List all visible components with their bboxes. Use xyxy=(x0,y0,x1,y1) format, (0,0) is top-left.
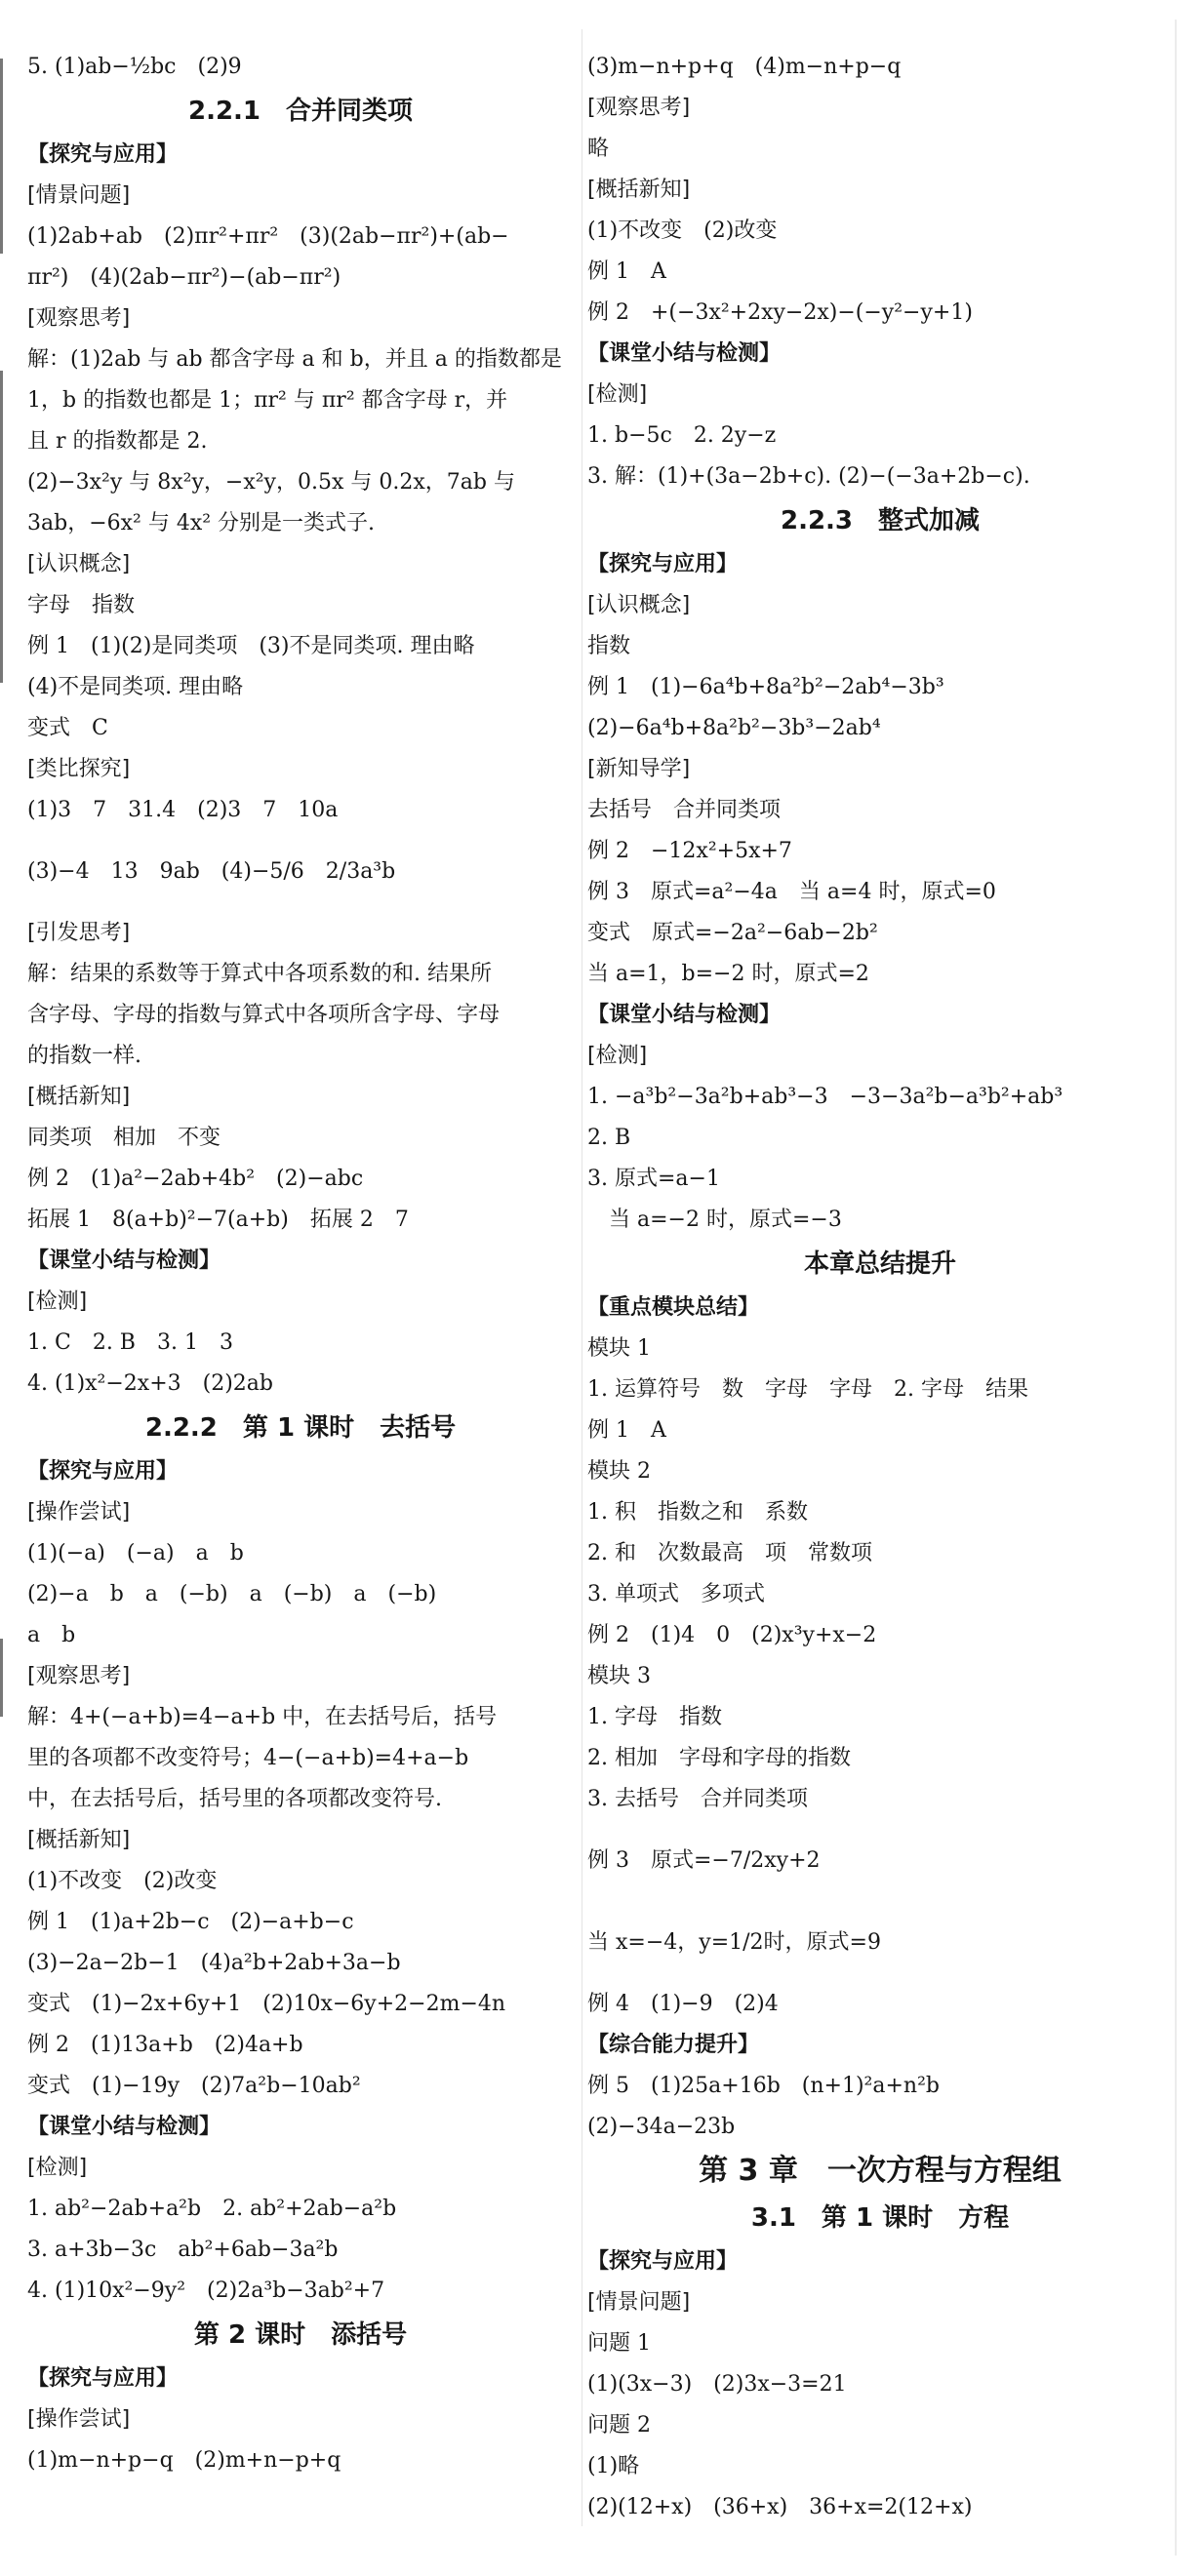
subsection-heading: [操作尝试] xyxy=(27,1500,131,1525)
answer-line: 3ab，−6x² 与 4x² 分别是一类式子. xyxy=(27,511,376,535)
answer-line: (3)m−n+p+q (4)m−n+p−q xyxy=(587,55,902,79)
answer-line: 例 5 (1)25a+16b (n+1)²a+n²b xyxy=(587,2074,940,2098)
subsection-heading: [引发思考] xyxy=(27,921,131,945)
subsection-heading: [检测] xyxy=(27,2156,88,2180)
subsection-heading: [检测] xyxy=(587,382,648,407)
answer-line: 解：4+(−a+b)=4−a+b 中，在去括号后，括号 xyxy=(27,1705,498,1729)
answer-line: 例 3 原式=a²−4a 当 a=4 时，原式=0 xyxy=(587,880,996,904)
answer-line: 1. b−5c 2. 2y−z xyxy=(587,423,777,448)
answer-line: 1. ab²−2ab+a²b 2. ab²+2ab−a²b xyxy=(27,2197,397,2221)
answer-line: 例 2 (1)13a+b (2)4a+b xyxy=(27,2033,303,2057)
answer-line: 变式 C xyxy=(27,716,108,740)
section-heading: 【综合能力提升】 xyxy=(587,2033,760,2057)
answer-line: 变式 原式=−2a²−6ab−2b² xyxy=(587,921,878,945)
answer-line: 例 2 (1)4 0 (2)x³y+x−2 xyxy=(587,1623,877,1647)
answer-line-fraction: 当 x=−4，y=1/2时，原式=9 xyxy=(587,1930,881,1955)
answer-line: 例 4 (1)−9 (2)4 xyxy=(587,1992,779,2016)
answer-line: a b xyxy=(27,1623,76,1647)
section-title: 3.1 第 1 课时 方程 xyxy=(750,2203,1010,2233)
answer-line: 例 2 (1)a²−2ab+4b² (2)−abc xyxy=(27,1167,364,1191)
answer-line: 2. 相加 字母和字母的指数 xyxy=(587,1746,851,1770)
answer-line: 3. a+3b−3c ab²+6ab−3a²b xyxy=(27,2238,339,2262)
subsection-heading: [情景问题] xyxy=(27,183,131,208)
subsection-heading: [观察思考] xyxy=(587,96,691,120)
answer-line: 同类项 相加 不变 xyxy=(27,1126,221,1150)
answer-line: 去括号 合并同类项 xyxy=(587,798,782,822)
answer-line: 例 1 A xyxy=(587,259,666,284)
answer-line: 模块 1 xyxy=(587,1336,651,1361)
subsection-heading: [操作尝试] xyxy=(27,2407,131,2432)
answer-line: (2)−34a−23b xyxy=(587,2115,736,2139)
answer-line: (2)−3x²y 与 8x²y，−x²y，0.5x 与 0.2x，7ab 与 xyxy=(27,470,515,495)
answer-line: (2)−6a⁴b+8a²b²−3b³−2ab⁴ xyxy=(587,716,881,740)
answer-line: 例 2 +(−3x²+2xy−2x)−(−y²−y+1) xyxy=(587,300,973,325)
answer-line: 含字母、字母的指数与算式中各项所含字母、字母 xyxy=(27,1003,501,1027)
answer-line: 3. 单项式 多项式 xyxy=(587,1582,765,1606)
chapter-title: 第 3 章 一次方程与方程组 xyxy=(699,2154,1062,2188)
section-heading: 【探究与应用】 xyxy=(587,2249,739,2274)
section-heading: 【重点模块总结】 xyxy=(587,1295,760,1320)
answer-line: 指数 xyxy=(587,634,631,658)
section-heading: 【探究与应用】 xyxy=(27,1459,179,1484)
answer-line: 中，在去括号后，括号里的各项都改变符号. xyxy=(27,1787,442,1811)
answer-line: 当 a=1，b=−2 时，原式=2 xyxy=(587,962,869,986)
subsection-heading: [认识概念] xyxy=(587,593,691,617)
answer-line: 拓展 1 8(a+b)²−7(a+b) 拓展 2 7 xyxy=(27,1208,409,1232)
answer-line: 字母 指数 xyxy=(27,593,136,617)
subsection-heading: [观察思考] xyxy=(27,1664,131,1688)
subsection-heading: [检测] xyxy=(587,1044,648,1068)
answer-line: πr²) (4)(2ab−πr²)−(ab−πr²) xyxy=(27,265,341,290)
answer-line: (1)(3x−3) (2)3x−3=21 xyxy=(587,2372,847,2397)
answer-line: (2)(12+x) (36+x) 36+x=2(12+x) xyxy=(587,2495,973,2519)
answer-line: 模块 2 xyxy=(587,1459,651,1484)
answer-line: 例 1 (1)a+2b−c (2)−a+b−c xyxy=(27,1910,354,1934)
section-heading: 【课堂小结与检测】 xyxy=(587,341,782,366)
answer-line: (1)2ab+ab (2)πr²+πr² (3)(2ab−πr²)+(ab− xyxy=(27,224,509,249)
subsection-heading: [新知导学] xyxy=(587,757,691,781)
answer-line: 1，b 的指数也都是 1；πr² 与 πr² 都含字母 r，并 xyxy=(27,388,508,413)
subsection-heading: [概括新知] xyxy=(587,178,691,202)
section-title: 2.2.3 整式加减 xyxy=(780,506,981,535)
answer-line: 的指数一样. xyxy=(27,1044,141,1068)
answer-line: 问题 2 xyxy=(587,2413,651,2437)
answer-line: 1. −a³b²−3a²b+ab³−3 −3−3a²b−a³b²+ab³ xyxy=(587,1085,1064,1109)
answer-line: 5. (1)ab−½bc (2)9 xyxy=(27,55,242,79)
answer-line: 2. 和 次数最高 项 常数项 xyxy=(587,1541,872,1565)
answer-line-fraction: (3)−4 13 9ab (4)−5/6 2/3a³b xyxy=(27,859,396,884)
answer-line: 解：结果的系数等于算式中各项系数的和. 结果所 xyxy=(27,962,492,986)
section-heading: 【探究与应用】 xyxy=(27,142,179,167)
subsection-heading: [检测] xyxy=(27,1289,88,1314)
binding-mark-top xyxy=(0,59,3,254)
answer-line: (1)3 7 31.4 (2)3 7 10a xyxy=(27,798,339,822)
answer-line: (4)不是同类项. 理由略 xyxy=(27,675,244,699)
answer-column-left xyxy=(27,47,574,2481)
answer-line: 例 1 (1)(2)是同类项 (3)不是同类项. 理由略 xyxy=(27,634,475,658)
answer-line: (1)不改变 (2)改变 xyxy=(27,1869,218,1893)
section-title: 本章总结提升 xyxy=(803,1249,956,1279)
answer-line: 1. C 2. B 3. 1 3 xyxy=(27,1330,233,1355)
answer-line: 3. 原式=a−1 xyxy=(587,1167,720,1191)
answer-line: 变式 (1)−2x+6y+1 (2)10x−6y+2−2m−4n xyxy=(27,1992,506,2016)
answer-line: (1)m−n+p−q (2)m+n−p+q xyxy=(27,2448,341,2473)
answer-line: 1. 积 指数之和 系数 xyxy=(587,1500,808,1525)
answer-line: 里的各项都不改变符号；4−(−a+b)=4+a−b xyxy=(27,1746,469,1770)
answer-line: 解：(1)2ab 与 ab 都含字母 a 和 b，并且 a 的指数都是 xyxy=(27,347,562,372)
subsection-heading: [概括新知] xyxy=(27,1085,131,1109)
answer-line: 变式 (1)−19y (2)7a²b−10ab² xyxy=(27,2074,361,2098)
subsection-heading: [观察思考] xyxy=(27,306,131,331)
answer-line: 4. (1)10x²−9y² (2)2a³b−3ab²+7 xyxy=(27,2279,385,2303)
answer-line: 例 2 −12x²+5x+7 xyxy=(587,839,792,863)
answer-line: 2. B xyxy=(587,1126,631,1150)
page-edge xyxy=(1175,20,1177,2556)
answer-line: (1)(−a) (−a) a b xyxy=(27,1541,244,1565)
section-title: 2.2.2 第 1 课时 去括号 xyxy=(144,1413,457,1443)
section-heading: 【探究与应用】 xyxy=(27,2366,179,2391)
section-heading: 【课堂小结与检测】 xyxy=(587,1003,782,1027)
subsection-heading: [情景问题] xyxy=(587,2290,691,2315)
answer-line: 1. 运算符号 数 字母 字母 2. 字母 结果 xyxy=(587,1377,1028,1402)
answer-line: 且 r 的指数都是 2. xyxy=(27,429,208,454)
subsection-heading: [认识概念] xyxy=(27,552,131,576)
answer-line: (3)−2a−2b−1 (4)a²b+2ab+3a−b xyxy=(27,1951,401,1975)
answer-line: 当 a=−2 时，原式=−3 xyxy=(587,1208,842,1232)
answer-line: 略 xyxy=(587,137,610,161)
binding-mark-middle xyxy=(0,371,3,683)
answer-line: (2)−a b a (−b) a (−b) a (−b) xyxy=(27,1582,437,1606)
subsection-heading: [类比探究] xyxy=(27,757,131,781)
answer-line: 问题 1 xyxy=(587,2331,651,2356)
answer-line: 模块 3 xyxy=(587,1664,651,1688)
section-heading: 【探究与应用】 xyxy=(587,552,739,576)
answer-line: 例 1 (1)−6a⁴b+8a²b²−2ab⁴−3b³ xyxy=(587,675,944,699)
subsection-heading: [概括新知] xyxy=(27,1828,131,1852)
answer-line: 4. (1)x²−2x+3 (2)2ab xyxy=(27,1371,274,1396)
answer-line: 例 1 A xyxy=(587,1418,666,1443)
section-heading: 【课堂小结与检测】 xyxy=(27,1248,221,1273)
section-title: 第 2 课时 添括号 xyxy=(193,2320,408,2350)
answer-line: 3. 去括号 合并同类项 xyxy=(587,1787,808,1811)
section-title: 2.2.1 合并同类项 xyxy=(187,97,414,126)
answer-line-fraction: 例 3 原式=−7/2xy+2 xyxy=(587,1848,821,1873)
binding-mark-bottom xyxy=(0,1639,3,1717)
answer-line: (1)不改变 (2)改变 xyxy=(587,218,778,243)
answer-line: (1)略 xyxy=(587,2454,640,2478)
section-heading: 【课堂小结与检测】 xyxy=(27,2115,221,2139)
answer-line: 1. 字母 指数 xyxy=(587,1705,722,1729)
answer-column-right xyxy=(587,47,1173,2528)
answer-line: 3. 解：(1)+(3a−2b+c). (2)−(−3a+2b−c). xyxy=(587,464,1030,489)
